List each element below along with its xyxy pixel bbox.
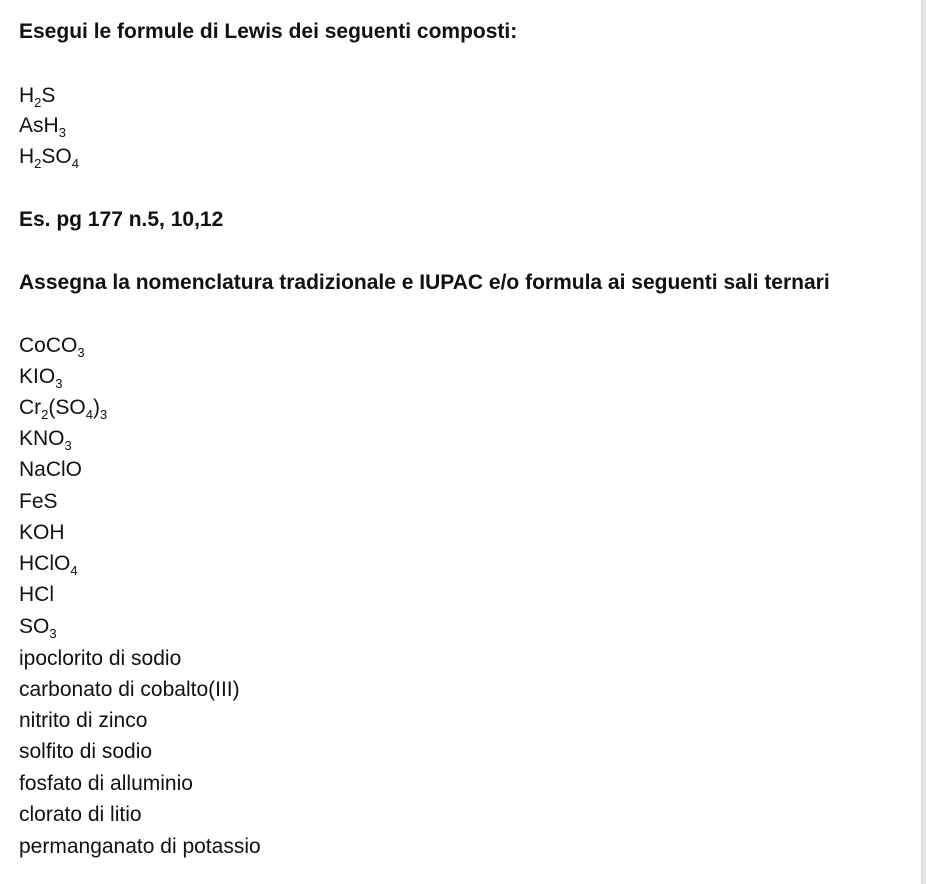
nomenclature-item: HClO$_4$ [19, 552, 78, 578]
nomenclature-item: fosfato di alluminio [19, 772, 193, 795]
nomenclature-item: NaClO [19, 458, 83, 481]
nomenclature-item: $KIO_3$ [19, 365, 63, 391]
page-right-edge [921, 0, 926, 884]
lewis-compound: $H_2SO_4$ [19, 145, 79, 171]
nomenclature-item: carbonato di cobalto(III) [19, 678, 240, 701]
nomenclature-item: FeS [19, 490, 58, 513]
nomenclature-item: permanganato di potassio [19, 835, 261, 858]
lewis-compound: $H_2S$ [19, 84, 56, 110]
exercise-reference: Es. pg 177 n.5, 10,12 [19, 208, 224, 231]
nomenclature-exercise-title: Assegna la nomenclatura tradizionale e IUPAC e/o formula ai seguenti sali ternari [19, 271, 830, 294]
lewis-exercise-title: Esegui le formule di Lewis dei seguenti composti: [19, 20, 518, 43]
nomenclature-item: ipoclorito di sodio [19, 647, 182, 670]
nomenclature-item: $Cr_2(SO_4)_3$ [19, 396, 108, 422]
nomenclature-item: solfito di sodio [19, 740, 153, 763]
nomenclature-item: nitrito di zinco [19, 709, 148, 732]
nomenclature-item: $KNO_3$ [19, 427, 72, 453]
lewis-compound: AsH$_3$ [19, 114, 66, 140]
nomenclature-item: KOH [19, 521, 65, 544]
nomenclature-item: $SO_3$ [19, 615, 57, 641]
nomenclature-item: HCl [19, 583, 54, 606]
nomenclature-item: CoCO$_3$ [19, 334, 85, 360]
nomenclature-item: clorato di litio [19, 803, 142, 826]
